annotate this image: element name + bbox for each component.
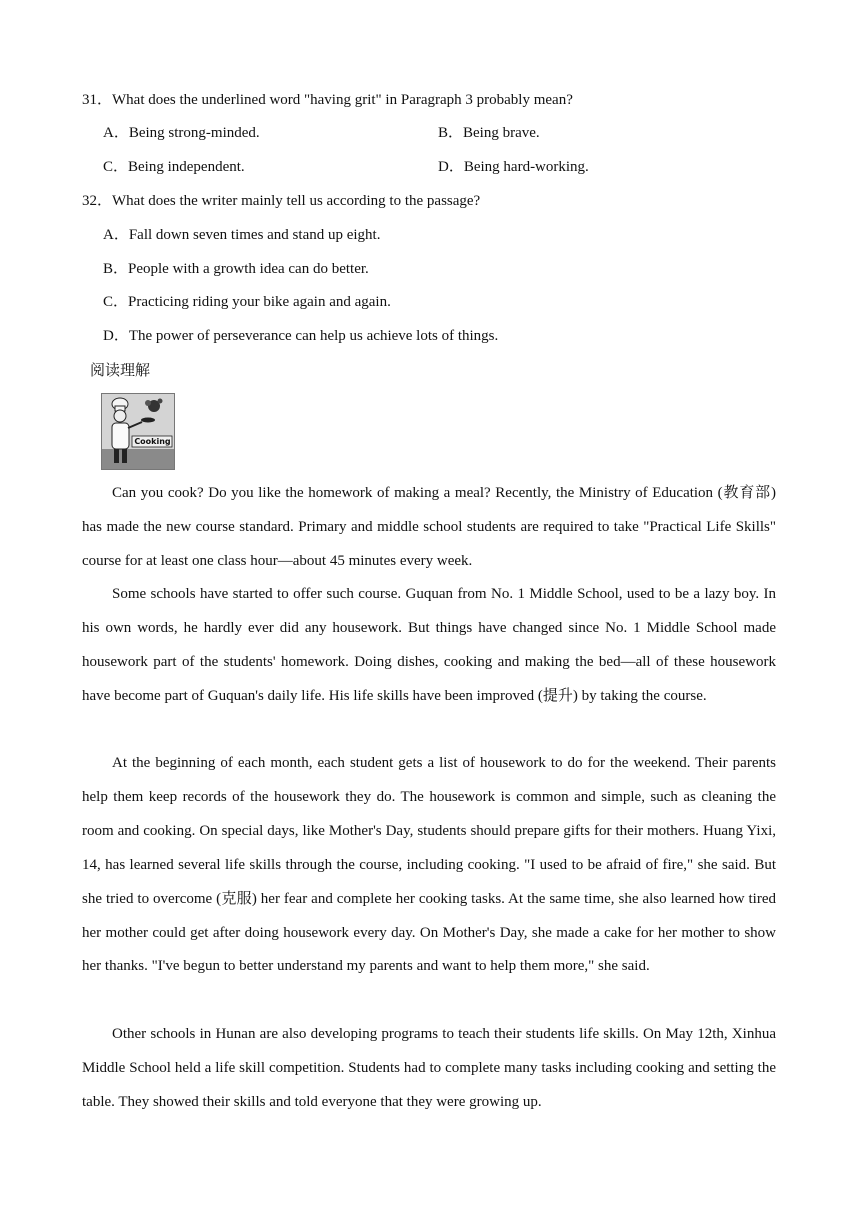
question-32-stem: 32．What does the writer mainly tell us according to the passage? — [82, 193, 481, 209]
passage-paragraph-2: Some schools have started to offer such course. Guquan from No. 1 Middle School, used to be a lazy boy. In his own words, he hardly ever did any housework. But things have changed since No. 1 Middle School made housework part of the students' homework. Doing dishes, cooking and making the bed—all of these housework have become part of Guquan's daily life. His life skills have been improved (提升) by taking the course. — [82, 586, 776, 704]
question-32-option-a: A．Fall down seven times and stand up eight. — [103, 227, 381, 243]
question-31-option-c: C．Being independent. — [103, 159, 245, 175]
question-31-stem: 31．What does the underlined word "having grit" in Paragraph 3 probably mean? — [82, 92, 573, 108]
question-31-option-a: A．Being strong-minded. — [103, 125, 260, 141]
cooking-picture — [101, 393, 175, 470]
question-31-option-d: D．Being hard-working. — [438, 159, 589, 175]
question-31-option-b: B．Being brave. — [438, 125, 540, 141]
section-label: 阅读理解 — [90, 361, 151, 379]
chef-cartoon-icon — [102, 394, 174, 469]
question-32-option-b: B．People with a growth idea can do better. — [103, 261, 369, 277]
question-32-option-d: D．The power of perseverance can help us achieve lots of things. — [103, 328, 499, 344]
passage-paragraph-3: At the beginning of each month, each student gets a list of housework to do for the weekend. Their parents help them keep records of the housework they do. The housework is common and simple, such as cleaning the room and cooking. On special days, like Mother's Day, students should prepare gifts for their mothers. Huang Yixi, 14, has learned several life skills through the course, including cooking. "I used to be afraid of fire," she said. But she tried to overcome (克服) her fear and complete her cooking tasks. At the same time, she also learned how tired her mother could get after doing housework every day. On Mother's Day, she made a cake for her mother to show her thanks. "I've begun to better understand my parents and want to help them more," she said. — [82, 755, 776, 975]
passage-paragraph-1: Can you cook? Do you like the homework of making a meal? Recently, the Ministry of Education (教育部) has made the new course standard. Primary and middle school students are required to take "Practical Life Skills" course for at least one class hour—about 45 minutes every week. — [82, 485, 776, 569]
picture-caption: Cooking — [134, 437, 171, 446]
question-32-option-c: C．Practicing riding your bike again and again. — [103, 294, 391, 310]
passage-paragraph-4: Other schools in Hunan are also developing programs to teach their students life skills. On May 12th, Xinhua Middle School held a life skill competition. Students had to complete many tasks including cooking and setting the table. They showed their skills and told everyone that they were growing up. — [82, 1026, 776, 1110]
